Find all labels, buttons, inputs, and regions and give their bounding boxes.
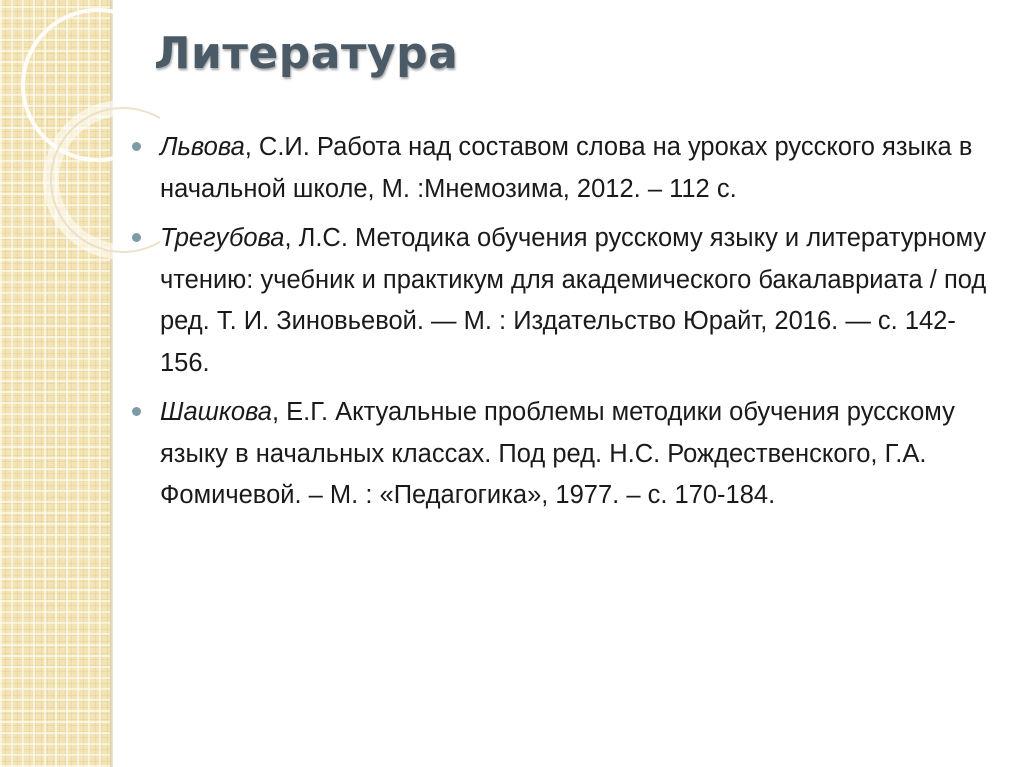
reference-list xyxy=(130,127,990,525)
slide-title: Литература xyxy=(154,28,459,79)
bullet-icon xyxy=(132,142,141,151)
reference-item-shashkova xyxy=(130,392,990,517)
decorative-side-band xyxy=(0,0,110,767)
reference-text: , С.И. Работа над составом слова на уроках русского языка в начальной школе, М. :Мнемозима, 2012. – 112 с. xyxy=(160,133,973,203)
reference-item-tregubova xyxy=(130,218,990,384)
bullet-icon xyxy=(132,407,141,416)
reference-author: Шашкова xyxy=(160,398,272,426)
reference-author: Львова xyxy=(160,133,245,161)
reference-author: Трегубова xyxy=(160,224,285,252)
reference-item-lvova xyxy=(130,127,990,210)
reference-text: , Л.С. Методика обучения русскому языку и литературному чтению: учебник и практикум для академического бакалавриата / под ред. Т. И. Зиновьевой. — М. : Издательство Юрайт, 2016. — с. 142-156. xyxy=(160,224,987,377)
band-edge-divider xyxy=(110,0,113,767)
bullet-icon xyxy=(132,233,141,242)
reference-text: , Е.Г. Актуальные проблемы методики обучения русскому языку в начальных классах. Под ред. Н.С. Рождественского, Г.А. Фомичевой. – М. : «Педагогика», 1977. – с. 170-184. xyxy=(160,398,955,509)
